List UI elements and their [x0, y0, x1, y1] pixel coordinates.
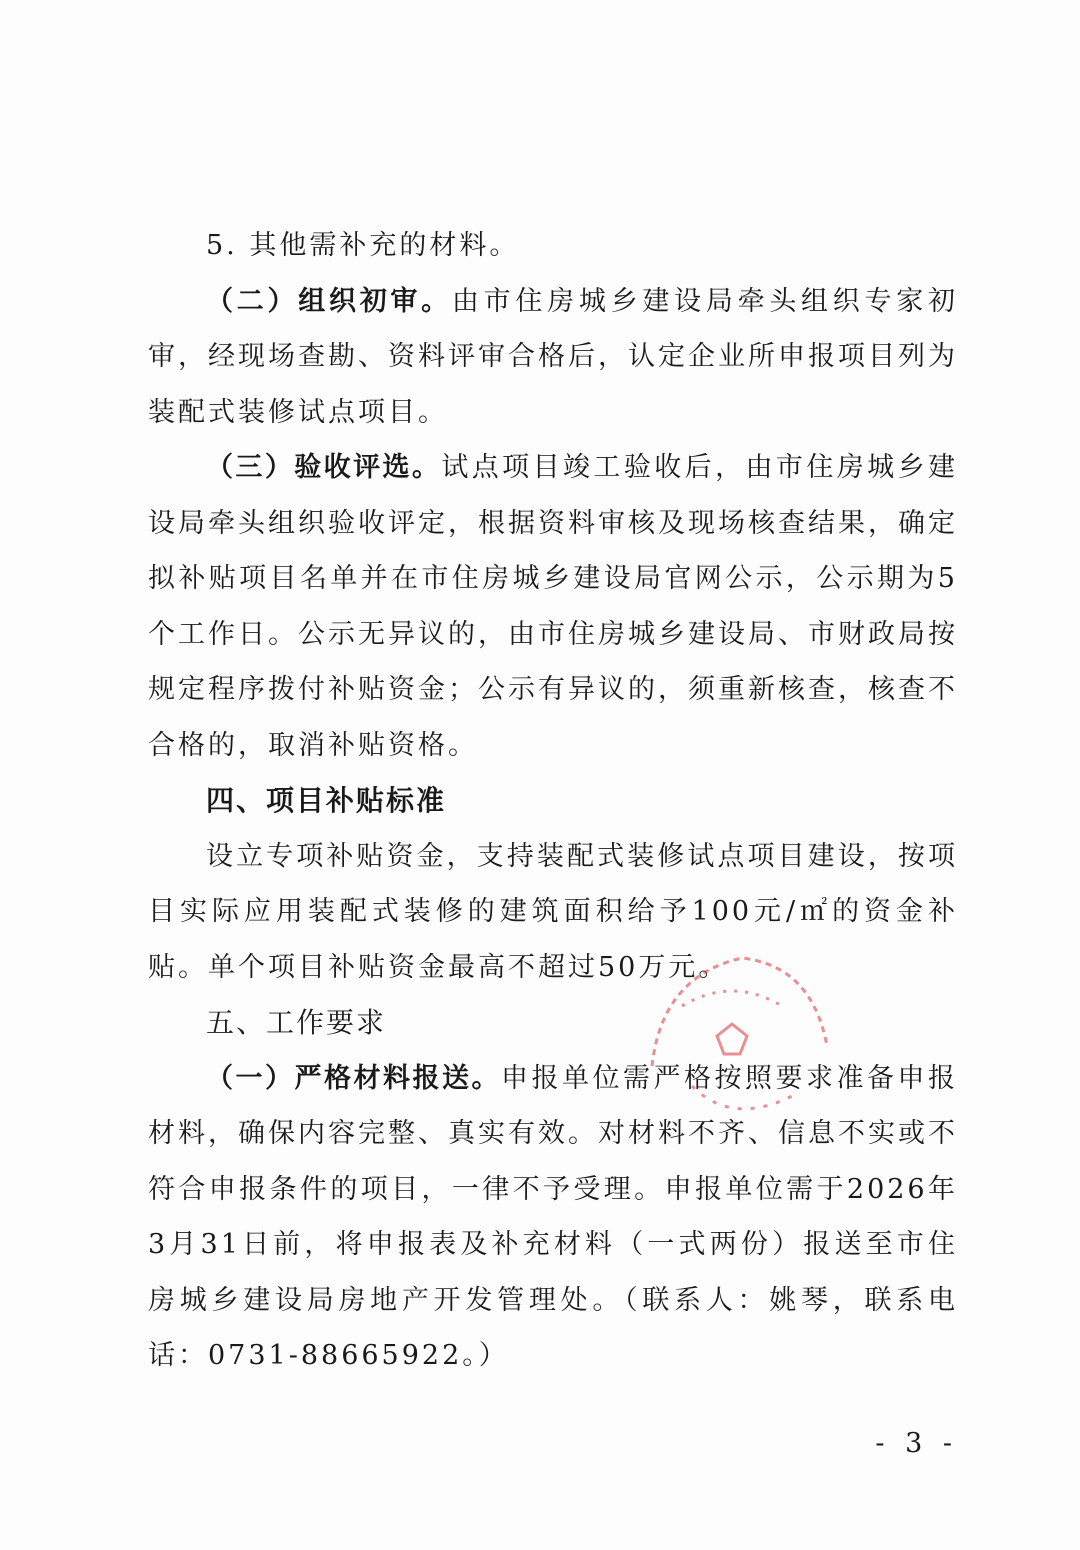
paragraph-text: 由市住房城乡建设局牵头组织专家初审，经现场查勘、资料评审合格后，认定企业所申报项目列为装配式装修试点项目。 [148, 285, 959, 428]
paragraph-text: 试点项目竣工验收后，由市住房城乡建设局牵头组织验收评定，根据资料审核及现场核查结果，确定拟补贴项目名单并在市住房城乡建设局官网公示，公示期为5个工作日。公示无异议的，由市住房城乡建设局、市财政局按规定程序拨付补贴资金；公示有异议的，须重新核查，核查不合格的，取消补贴资格。 [148, 452, 959, 761]
paragraph-lead: （三）验收评选。 [206, 452, 442, 483]
paragraph-text: 5. 其他需补充的材料。 [206, 230, 520, 261]
paragraph-item-5 [148, 218, 958, 274]
paragraph-acceptance [148, 440, 958, 773]
document-body [148, 218, 958, 1384]
paragraph-lead: （二）组织初审。 [206, 285, 452, 317]
paragraph-text: 设立专项补贴资金，支持装配式装修试点项目建设，按项目实际应用装配式装修的建筑面积给予100元/㎡的资金补贴。单个项目补贴资金最高不超过50万元。 [148, 840, 958, 983]
paragraph-materials [148, 1051, 958, 1384]
section-heading-requirements: 五、工作要求 [206, 1006, 387, 1039]
paragraph-text: 申报单位需严格按照要求准备申报材料，确保内容完整、真实有效。对材料不齐、信息不实或不符合申报条件的项目，一律不予受理。申报单位需于2026年3月31日前，将申报表及补充材料（一式两份）报送至市住房城乡建设局房地产开发管理处。（联系人：姚琴，联系电话：0731-88665922。） [148, 1062, 958, 1371]
paragraph-preliminary-review [148, 274, 958, 441]
paragraph-lead: （一）严格材料报送。 [206, 1062, 501, 1094]
page-number: - 3 - [875, 1428, 958, 1459]
paragraph-subsidy [148, 829, 958, 996]
section-heading-subsidy: 四、项目补贴标准 [206, 784, 447, 817]
